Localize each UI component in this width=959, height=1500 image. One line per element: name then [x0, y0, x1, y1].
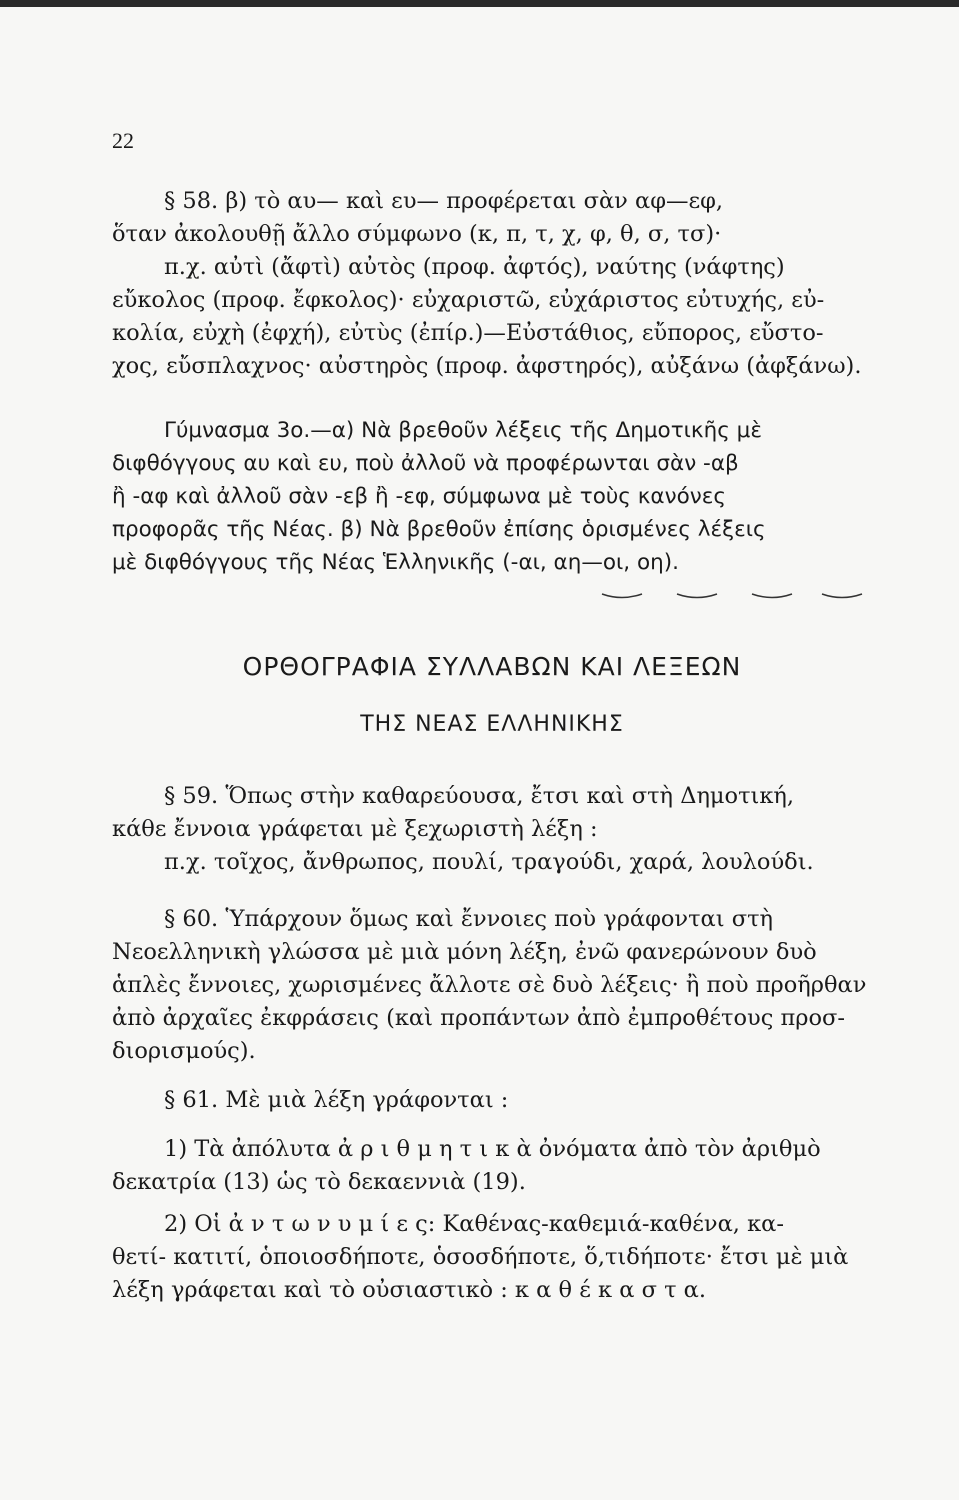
- paragraph-61: [112, 1084, 872, 1117]
- text-line: ὅταν ἀκολουθῇ ἄλλο σύμφωνο (κ, π, τ, χ, φ, θ, σ, τσ)·: [112, 221, 722, 247]
- text-line: 1) Τὰ ἀπόλυτα ἀ ρ ι θ μ η τ ι κ ὰ ὀνόματα ἀπὸ τὸν ἀριθμὸ: [164, 1136, 821, 1162]
- text-line: εὔκολος (προφ. ἔφκολος)· εὐχαριστῶ, εὐχάριστος εὐτυχής, εὐ-: [112, 287, 825, 313]
- text-line: μὲ διφθόγγους τῆς Νέας Ἑλληνικῆς (-αι, αη—οι, οη).: [112, 550, 679, 575]
- underline-marks: [592, 592, 892, 602]
- text-line: 2) Οἱ ἀ ν τ ω ν υ μ ί ε ς: Καθένας-καθεμιά-καθένα, κα-: [164, 1211, 784, 1237]
- text-line: προφορᾶς τῆς Νέας. β) Νὰ βρεθοῦν ἐπίσης ὁρισμένες λέξεις: [112, 517, 766, 542]
- page-number: 22: [112, 128, 134, 153]
- text-line: δεκατρία (13) ὡς τὸ δεκαεννιὰ (19).: [112, 1169, 526, 1195]
- text-line: λέξη γράφεται καὶ τὸ οὐσιαστικὸ : κ α θ έ κ α σ τ α.: [112, 1277, 707, 1303]
- text-line: χος, εὔσπλαχνος· αὐστηρὸς (προφ. ἀφστηρός), αὐξάνω (ἀφξάνω).: [112, 353, 862, 379]
- list-item-2: [112, 1208, 872, 1307]
- text-line: ἀπὸ ἀρχαῖες ἐκφράσεις (καὶ προπάντων ἀπὸ ἐμπροθέτους προσ-: [112, 1005, 846, 1031]
- text-line: ἢ -αφ καὶ ἀλλοῦ σὰν -εβ ἢ -εφ, σύμφωνα μὲ τοὺς κανόνες: [112, 484, 727, 509]
- text-line: διορισμούς).: [112, 1038, 256, 1064]
- paragraph-59: [112, 780, 872, 879]
- text-line: ἁπλὲς ἔννοιες, χωρισμένες ἄλλοτε σὲ δυὸ λέξεις· ἢ ποὺ προῆρθαν: [112, 972, 867, 998]
- text-line: π.χ. αὐτὶ (ἄφτὶ) αὐτὸς (προφ. ἀφτός), ναύτης (νάφτης): [164, 254, 785, 280]
- text-line: θετί- κατιτί, ὁποιοσδήποτε, ὁσοσδήποτε, ὅ,τιδήποτε· ἔτσι μὲ μιὰ: [112, 1244, 849, 1270]
- text-line: § 58. β) τὸ αυ— καὶ ευ— προφέρεται σὰν αφ—εφ,: [164, 188, 724, 214]
- paragraph-60: [112, 903, 872, 1068]
- scan-top-edge: [0, 0, 959, 7]
- text-line: § 60. Ὑπάρχουν ὅμως καὶ ἔννοιες ποὺ γράφονται στὴ: [164, 906, 773, 932]
- text-line: π.χ. τοῖχος, ἄνθρωπος, πουλί, τραγούδι, χαρά, λουλούδι.: [164, 849, 814, 875]
- text-line: κολία, εὐχὴ (ἐφχή), εὐτὺς (ἐπίρ.)—Εὐστάθιος, εὔπορος, εὔστο-: [112, 320, 824, 346]
- section-heading: ΟΡΘΟΓΡΑΦΙΑ ΣΥΛΛΑΒΩΝ ΚΑΙ ΛΕΞΕΩΝ: [242, 652, 742, 681]
- text-line: § 59. Ὅπως στὴν καθαρεύουσα, ἔτσι καὶ στὴ Δημοτική,: [164, 783, 795, 809]
- text-line: Νεοελληνικὴ γλώσσα μὲ μιὰ μόνη λέξη, ἐνῶ φανερώνουν δυὸ: [112, 939, 817, 965]
- text-line: Γύμνασμα 3ο.—α) Νὰ βρεθοῦν λέξεις τῆς Δημοτικῆς μὲ: [164, 418, 762, 443]
- exercise-3: [112, 414, 872, 579]
- text-line: διφθόγγους αυ καὶ ευ, ποὺ ἀλλοῦ νὰ προφέρωνται σὰν -αβ: [112, 451, 739, 476]
- list-item-1: [112, 1133, 872, 1199]
- text-line: κάθε ἔννοια γράφεται μὲ ξεχωριστὴ λέξη :: [112, 816, 598, 842]
- text-line: § 61. Μὲ μιὰ λέξη γράφονται :: [164, 1087, 509, 1113]
- section-subheading: ΤΗΣ ΝΕΑΣ ΕΛΛΗΝΙΚΗΣ: [360, 712, 624, 737]
- paragraph-58: [112, 185, 872, 383]
